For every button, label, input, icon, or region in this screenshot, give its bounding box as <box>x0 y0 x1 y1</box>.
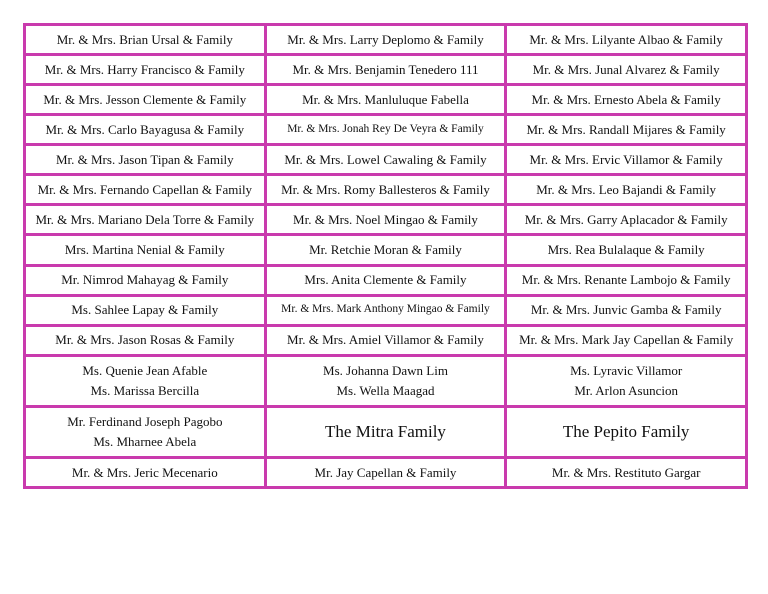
guest-cell <box>25 406 266 457</box>
guest-cell: Mr. & Mrs. Ernesto Abela & Family <box>506 85 747 115</box>
guest-cell: Mr. & Mrs. Carlo Bayagusa & Family <box>25 115 266 145</box>
guest-cell: Mr. & Mrs. Mark Anthony Mingao & Family <box>265 295 506 325</box>
guest-cell: Mr. & Mrs. Junal Alvarez & Family <box>506 55 747 85</box>
guest-cell: Mr. & Mrs. Ervic Villamor & Family <box>506 145 747 175</box>
table-row <box>25 325 747 355</box>
guest-cell: The Pepito Family <box>506 406 747 457</box>
guest-cell: Mr. & Mrs. Amiel Villamor & Family <box>265 325 506 355</box>
guest-table-body <box>25 25 747 488</box>
guest-cell: Mr. & Mrs. Jason Tipan & Family <box>25 145 266 175</box>
guest-cell: Mrs. Martina Nenial & Family <box>25 235 266 265</box>
table-row <box>25 406 747 457</box>
guest-cell: Mr. & Mrs. Mark Jay Capellan & Family <box>506 325 747 355</box>
guest-name-line: Ms. Quenie Jean Afable <box>82 362 208 378</box>
guest-cell <box>25 355 266 406</box>
guest-cell: Mr. & Mrs. Renante Lambojo & Family <box>506 265 747 295</box>
table-row <box>25 265 747 295</box>
guest-cell: Mr. & Mrs. Leo Bajandi & Family <box>506 175 747 205</box>
guest-cell: Mr. & Mrs. Fernando Capellan & Family <box>25 175 266 205</box>
guest-cell: Mr. & Mrs. Restituto Gargar <box>506 457 747 487</box>
table-row <box>25 355 747 406</box>
guest-cell: Mr. Nimrod Mahayag & Family <box>25 265 266 295</box>
guest-cell <box>506 355 747 406</box>
table-row <box>25 457 747 487</box>
table-row <box>25 145 747 175</box>
table-row <box>25 205 747 235</box>
guest-name-line: Ms. Wella Maagad <box>336 383 435 399</box>
guest-cell: Ms. Sahlee Lapay & Family <box>25 295 266 325</box>
guest-cell: Mr. & Mrs. Garry Aplacador & Family <box>506 205 747 235</box>
guest-cell: Mr. & Mrs. Brian Ursal & Family <box>25 25 266 55</box>
guest-cell: Mr. & Mrs. Lilyante Albao & Family <box>506 25 747 55</box>
table-row <box>25 25 747 55</box>
table-row <box>25 295 747 325</box>
guest-table <box>23 23 748 489</box>
guest-cell: Mr. & Mrs. Manluluque Fabella <box>265 85 506 115</box>
guest-cell: Mr. & Mrs. Jonah Rey De Veyra & Family <box>265 115 506 145</box>
guest-cell: Mr. & Mrs. Jeric Mecenario <box>25 457 266 487</box>
table-row <box>25 175 747 205</box>
guest-cell: Mr. Retchie Moran & Family <box>265 235 506 265</box>
guest-cell: Mr. & Mrs. Harry Francisco & Family <box>25 55 266 85</box>
guest-cell: Mrs. Anita Clemente & Family <box>265 265 506 295</box>
guest-cell: Mr. Jay Capellan & Family <box>265 457 506 487</box>
guest-name-line: Mr. Arlon Asuncion <box>574 383 678 399</box>
guest-cell: Mr. & Mrs. Junvic Gamba & Family <box>506 295 747 325</box>
guest-cell: Mr. & Mrs. Jesson Clemente & Family <box>25 85 266 115</box>
guest-cell: Mr. & Mrs. Noel Mingao & Family <box>265 205 506 235</box>
guest-name-line: Ms. Johanna Dawn Lim <box>323 362 448 378</box>
guest-cell: Mr. & Mrs. Benjamin Tenedero 111 <box>265 55 506 85</box>
guest-name-line: Mr. Ferdinand Joseph Pagobo <box>67 413 223 429</box>
guest-name-line: Ms. Marissa Bercilla <box>90 383 200 399</box>
table-row <box>25 85 747 115</box>
guest-list-sheet <box>23 23 748 489</box>
guest-cell: Mr. & Mrs. Lowel Cawaling & Family <box>265 145 506 175</box>
guest-cell: Mr. & Mrs. Randall Mijares & Family <box>506 115 747 145</box>
guest-cell: Mr. & Mrs. Larry Deplomo & Family <box>265 25 506 55</box>
table-row <box>25 235 747 265</box>
guest-name-line: Ms. Lyravic Villamor <box>570 362 683 378</box>
guest-cell <box>265 355 506 406</box>
guest-name-line: Ms. Mharnee Abela <box>93 434 197 450</box>
table-row <box>25 55 747 85</box>
guest-cell: Mr. & Mrs. Romy Ballesteros & Family <box>265 175 506 205</box>
guest-cell: Mrs. Rea Bulalaque & Family <box>506 235 747 265</box>
guest-cell: Mr. & Mrs. Mariano Dela Torre & Family <box>25 205 266 235</box>
guest-cell: The Mitra Family <box>265 406 506 457</box>
table-row <box>25 115 747 145</box>
guest-cell: Mr. & Mrs. Jason Rosas & Family <box>25 325 266 355</box>
